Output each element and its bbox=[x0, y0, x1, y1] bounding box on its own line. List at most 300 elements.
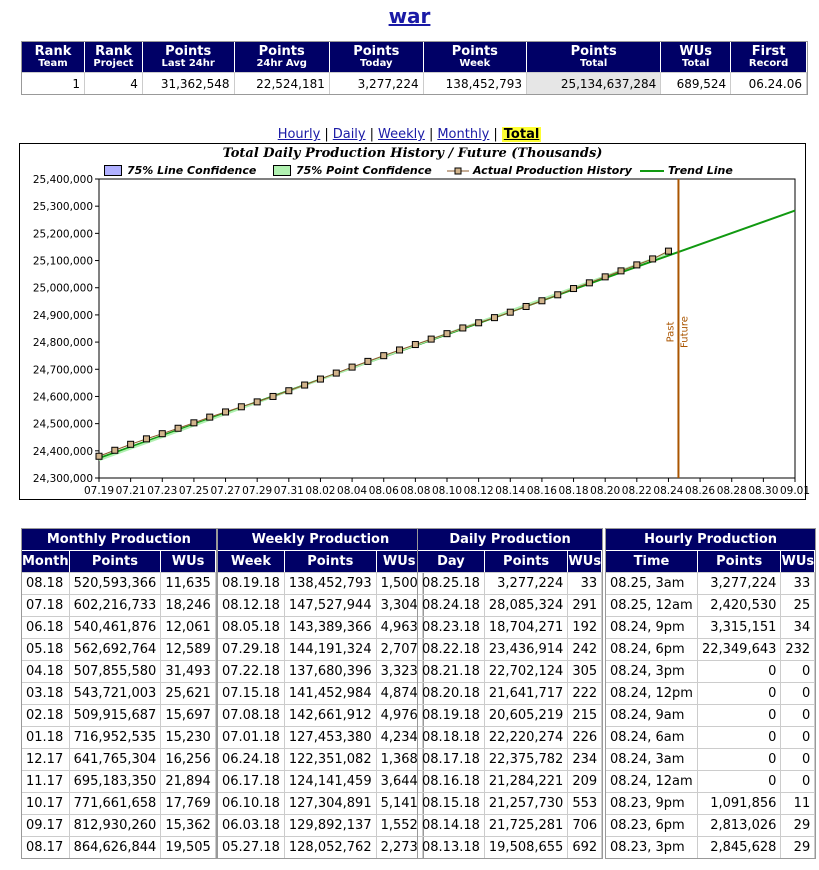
hourly-cell-points: 0 bbox=[698, 770, 781, 792]
hourly-cell-wus: 0 bbox=[781, 704, 815, 726]
stats-header-rank-project bbox=[85, 42, 143, 72]
table-row bbox=[218, 572, 423, 594]
monthly-cell-month: 09.17 bbox=[22, 814, 70, 836]
daily-cell-points: 21,257,730 bbox=[485, 792, 568, 814]
daily-cell-wus: 226 bbox=[568, 726, 602, 748]
stats-header-points-today bbox=[330, 42, 424, 72]
daily-cell-day: 08.15.18 bbox=[418, 792, 485, 814]
hourly-col-time: Time bbox=[606, 550, 698, 572]
hourly-cell-points: 0 bbox=[698, 660, 781, 682]
stats-header-sub: Last 24hr bbox=[161, 58, 215, 69]
daily-col-day: Day bbox=[418, 550, 485, 572]
history-point bbox=[618, 268, 624, 274]
stats-value-3: 22,524,181 bbox=[235, 72, 330, 94]
hourly-cell-time: 08.25, 3am bbox=[606, 572, 698, 594]
table-row bbox=[606, 704, 815, 726]
weekly-cell-week: 06.03.18 bbox=[218, 814, 285, 836]
monthly-cell-month: 08.17 bbox=[22, 836, 70, 858]
x-tick-label: 08.08 bbox=[400, 485, 431, 497]
monthly-col-points: Points bbox=[70, 550, 162, 572]
daily-production-title: Daily Production bbox=[418, 529, 602, 550]
history-point bbox=[159, 431, 165, 437]
table-row bbox=[418, 814, 602, 836]
history-point bbox=[175, 425, 181, 431]
daily-cell-points: 22,702,124 bbox=[485, 660, 568, 682]
y-tick-label: 24,500,000 bbox=[32, 418, 93, 431]
daily-production-block bbox=[417, 528, 603, 859]
weekly-cell-wus: 4,963 bbox=[377, 616, 423, 638]
history-point bbox=[286, 388, 292, 394]
table-row bbox=[606, 616, 815, 638]
history-point bbox=[476, 320, 482, 326]
daily-cell-day: 08.21.18 bbox=[418, 660, 485, 682]
weekly-cell-week: 07.08.18 bbox=[218, 704, 285, 726]
daily-cell-wus: 692 bbox=[568, 836, 602, 858]
weekly-cell-points: 127,453,380 bbox=[285, 726, 377, 748]
stats-header-main: Points bbox=[451, 44, 498, 59]
weekly-cell-week: 06.10.18 bbox=[218, 792, 285, 814]
nav-daily-link[interactable]: Daily bbox=[332, 127, 366, 142]
hourly-cell-time: 08.24, 12am bbox=[606, 770, 698, 792]
hourly-cell-wus: 29 bbox=[781, 836, 815, 858]
y-tick-label: 24,800,000 bbox=[32, 337, 93, 350]
table-row bbox=[606, 836, 815, 858]
monthly-cell-month: 08.18 bbox=[22, 572, 70, 594]
nav-monthly-link[interactable]: Monthly bbox=[437, 127, 490, 142]
weekly-cell-week: 07.01.18 bbox=[218, 726, 285, 748]
stats-value-4: 3,277,224 bbox=[330, 72, 424, 94]
monthly-header-row bbox=[22, 550, 216, 572]
daily-cell-wus: 215 bbox=[568, 704, 602, 726]
stats-header-main: Points bbox=[258, 44, 305, 59]
table-row bbox=[418, 792, 602, 814]
weekly-cell-wus: 2,273 bbox=[377, 836, 423, 858]
hourly-cell-wus: 33 bbox=[781, 572, 815, 594]
history-point bbox=[365, 358, 371, 364]
history-point bbox=[586, 280, 592, 286]
monthly-production-table bbox=[21, 528, 217, 859]
x-tick-label: 08.12 bbox=[463, 485, 494, 497]
stats-value-0: 1 bbox=[22, 72, 85, 94]
nav-separator: | bbox=[428, 127, 434, 142]
y-tick-label: 25,300,000 bbox=[32, 201, 93, 214]
hourly-title-row bbox=[606, 529, 815, 550]
x-tick-label: 07.25 bbox=[178, 485, 209, 497]
table-row bbox=[418, 836, 602, 858]
table-row bbox=[22, 616, 216, 638]
weekly-col-week: Week bbox=[218, 550, 285, 572]
daily-cell-day: 08.25.18 bbox=[418, 572, 485, 594]
history-point bbox=[397, 347, 403, 353]
history-point bbox=[507, 309, 513, 315]
daily-cell-day: 08.19.18 bbox=[418, 704, 485, 726]
weekly-cell-wus: 4,874 bbox=[377, 682, 423, 704]
table-row bbox=[418, 594, 602, 616]
nav-hourly-link[interactable]: Hourly bbox=[277, 127, 321, 142]
daily-cell-wus: 192 bbox=[568, 616, 602, 638]
table-row bbox=[606, 594, 815, 616]
stats-header-main: Rank bbox=[95, 44, 132, 59]
daily-cell-points: 22,220,274 bbox=[485, 726, 568, 748]
stats-header-first-record bbox=[731, 42, 807, 72]
history-point bbox=[191, 420, 197, 426]
table-row bbox=[22, 572, 216, 594]
daily-cell-points: 28,085,324 bbox=[485, 594, 568, 616]
monthly-cell-month: 04.18 bbox=[22, 660, 70, 682]
history-point bbox=[270, 393, 276, 399]
table-row bbox=[606, 638, 815, 660]
daily-cell-points: 22,375,782 bbox=[485, 748, 568, 770]
monthly-cell-wus: 18,246 bbox=[161, 594, 216, 616]
history-point bbox=[602, 274, 608, 280]
daily-cell-day: 08.17.18 bbox=[418, 748, 485, 770]
stats-header-points-total bbox=[527, 42, 661, 72]
table-row bbox=[606, 770, 815, 792]
table-row bbox=[22, 770, 216, 792]
stats-value-7: 689,524 bbox=[661, 72, 731, 94]
weekly-cell-wus: 4,234 bbox=[377, 726, 423, 748]
weekly-cell-week: 07.22.18 bbox=[218, 660, 285, 682]
table-row bbox=[22, 814, 216, 836]
weekly-cell-wus: 3,323 bbox=[377, 660, 423, 682]
y-tick-label: 25,200,000 bbox=[32, 228, 93, 241]
hourly-cell-points: 0 bbox=[698, 748, 781, 770]
table-row bbox=[218, 770, 423, 792]
weekly-cell-wus: 3,644 bbox=[377, 770, 423, 792]
history-point bbox=[444, 331, 450, 337]
hourly-col-points: Points bbox=[698, 550, 781, 572]
monthly-cell-month: 03.18 bbox=[22, 682, 70, 704]
history-point bbox=[381, 353, 387, 359]
daily-cell-wus: 305 bbox=[568, 660, 602, 682]
history-point bbox=[650, 256, 656, 262]
hourly-cell-time: 08.24, 6pm bbox=[606, 638, 698, 660]
daily-cell-day: 08.20.18 bbox=[418, 682, 485, 704]
table-row bbox=[22, 682, 216, 704]
history-point bbox=[412, 342, 418, 348]
hourly-cell-time: 08.24, 3am bbox=[606, 748, 698, 770]
monthly-col-wus: WUs bbox=[161, 550, 216, 572]
stats-header-points-last-24hr bbox=[143, 42, 235, 72]
weekly-cell-points: 129,892,137 bbox=[285, 814, 377, 836]
table-row bbox=[606, 682, 815, 704]
monthly-cell-points: 540,461,876 bbox=[70, 616, 162, 638]
x-tick-label: 07.31 bbox=[273, 485, 304, 497]
hourly-cell-points: 3,315,151 bbox=[698, 616, 781, 638]
monthly-cell-points: 602,216,733 bbox=[70, 594, 162, 616]
weekly-cell-wus: 2,707 bbox=[377, 638, 423, 660]
monthly-cell-month: 11.17 bbox=[22, 770, 70, 792]
x-tick-label: 08.02 bbox=[305, 485, 336, 497]
monthly-cell-month: 07.18 bbox=[22, 594, 70, 616]
hourly-cell-time: 08.24, 12pm bbox=[606, 682, 698, 704]
stats-header-sub: Total bbox=[682, 58, 710, 69]
plot-area bbox=[99, 179, 795, 478]
weekly-cell-wus: 3,304 bbox=[377, 594, 423, 616]
history-point bbox=[143, 436, 149, 442]
daily-cell-day: 08.18.18 bbox=[418, 726, 485, 748]
monthly-cell-wus: 12,589 bbox=[161, 638, 216, 660]
weekly-production-block bbox=[217, 528, 424, 859]
weekly-cell-points: 137,680,396 bbox=[285, 660, 377, 682]
stats-header-sub: 24hr Avg bbox=[256, 58, 307, 69]
daily-cell-wus: 234 bbox=[568, 748, 602, 770]
monthly-col-month: Month bbox=[22, 550, 70, 572]
daily-cell-points: 23,436,914 bbox=[485, 638, 568, 660]
daily-col-wus: WUs bbox=[568, 550, 602, 572]
hourly-col-wus: WUs bbox=[781, 550, 815, 572]
monthly-cell-month: 05.18 bbox=[22, 638, 70, 660]
daily-cell-wus: 242 bbox=[568, 638, 602, 660]
history-point bbox=[571, 286, 577, 292]
weekly-cell-week: 08.12.18 bbox=[218, 594, 285, 616]
monthly-cell-points: 543,721,003 bbox=[70, 682, 162, 704]
table-row bbox=[606, 660, 815, 682]
monthly-cell-wus: 17,769 bbox=[161, 792, 216, 814]
monthly-cell-points: 509,915,687 bbox=[70, 704, 162, 726]
history-point bbox=[523, 303, 529, 309]
table-row bbox=[218, 748, 423, 770]
x-tick-label: 08.22 bbox=[621, 485, 652, 497]
daily-cell-wus: 706 bbox=[568, 814, 602, 836]
weekly-cell-week: 05.27.18 bbox=[218, 836, 285, 858]
stats-header-main: First bbox=[751, 44, 786, 59]
y-tick-label: 24,900,000 bbox=[32, 309, 93, 322]
monthly-cell-wus: 12,061 bbox=[161, 616, 216, 638]
monthly-production-block bbox=[21, 528, 217, 859]
stats-header-sub: Total bbox=[579, 58, 608, 69]
stats-value-8: 06.24.06 bbox=[731, 72, 807, 94]
stats-header-rank-team bbox=[22, 42, 85, 72]
monthly-cell-wus: 16,256 bbox=[161, 748, 216, 770]
x-tick-label: 08.18 bbox=[558, 485, 589, 497]
history-point bbox=[254, 399, 260, 405]
table-row bbox=[418, 660, 602, 682]
legend-trend-label: Trend Line bbox=[668, 164, 733, 177]
table-row bbox=[606, 726, 815, 748]
x-tick-label: 08.16 bbox=[526, 485, 557, 497]
weekly-cell-wus: 1,500 bbox=[377, 572, 423, 594]
y-tick-label: 25,000,000 bbox=[32, 282, 93, 295]
daily-cell-wus: 222 bbox=[568, 682, 602, 704]
monthly-cell-points: 507,855,580 bbox=[70, 660, 162, 682]
daily-cell-points: 18,704,271 bbox=[485, 616, 568, 638]
stats-value-5: 138,452,793 bbox=[424, 72, 527, 94]
table-row bbox=[606, 792, 815, 814]
hourly-cell-time: 08.24, 6am bbox=[606, 726, 698, 748]
daily-production-table bbox=[417, 528, 603, 859]
daily-title-row bbox=[418, 529, 602, 550]
table-row bbox=[22, 638, 216, 660]
stats-value-2: 31,362,548 bbox=[143, 72, 235, 94]
x-tick-label: 08.26 bbox=[685, 485, 716, 497]
past-label: Past bbox=[665, 321, 677, 343]
weekly-cell-wus: 4,976 bbox=[377, 704, 423, 726]
monthly-cell-points: 562,692,764 bbox=[70, 638, 162, 660]
hourly-cell-wus: 0 bbox=[781, 748, 815, 770]
stats-header-row bbox=[22, 42, 807, 72]
weekly-cell-week: 06.17.18 bbox=[218, 770, 285, 792]
table-row bbox=[218, 682, 423, 704]
table-row bbox=[22, 660, 216, 682]
monthly-cell-wus: 15,697 bbox=[161, 704, 216, 726]
hourly-cell-points: 22,349,643 bbox=[698, 638, 781, 660]
table-row bbox=[606, 748, 815, 770]
daily-cell-points: 21,284,221 bbox=[485, 770, 568, 792]
monthly-cell-points: 641,765,304 bbox=[70, 748, 162, 770]
hourly-production-title: Hourly Production bbox=[606, 529, 815, 550]
history-point bbox=[333, 370, 339, 376]
stats-header-main: Rank bbox=[34, 44, 72, 59]
hourly-cell-points: 0 bbox=[698, 682, 781, 704]
daily-cell-day: 08.14.18 bbox=[418, 814, 485, 836]
table-row bbox=[418, 616, 602, 638]
history-point bbox=[207, 414, 213, 420]
history-point bbox=[491, 315, 497, 321]
stats-header-main: WUs bbox=[679, 44, 713, 59]
monthly-cell-month: 01.18 bbox=[22, 726, 70, 748]
monthly-cell-points: 864,626,844 bbox=[70, 836, 162, 858]
legend-history-label: Actual Production History bbox=[473, 164, 632, 177]
legend-point-confidence-label: 75% Point Confidence bbox=[296, 164, 432, 177]
hourly-cell-points: 2,420,530 bbox=[698, 594, 781, 616]
monthly-cell-points: 695,183,350 bbox=[70, 770, 162, 792]
table-row bbox=[218, 792, 423, 814]
y-tick-label: 24,700,000 bbox=[32, 364, 93, 377]
monthly-cell-month: 12.17 bbox=[22, 748, 70, 770]
weekly-cell-week: 07.29.18 bbox=[218, 638, 285, 660]
weekly-cell-points: 122,351,082 bbox=[285, 748, 377, 770]
weekly-cell-points: 127,304,891 bbox=[285, 792, 377, 814]
weekly-col-wus: WUs bbox=[377, 550, 423, 572]
hourly-cell-time: 08.24, 9am bbox=[606, 704, 698, 726]
monthly-title-row bbox=[22, 529, 216, 550]
x-tick-label: 07.23 bbox=[147, 485, 178, 497]
table-row bbox=[418, 726, 602, 748]
monthly-cell-wus: 15,230 bbox=[161, 726, 216, 748]
production-chart bbox=[19, 143, 811, 500]
legend-line-confidence-label: 75% Line Confidence bbox=[127, 164, 257, 177]
x-tick-label: 08.24 bbox=[653, 485, 684, 497]
table-row bbox=[418, 572, 602, 594]
hourly-cell-wus: 11 bbox=[781, 792, 815, 814]
x-tick-label: 07.19 bbox=[83, 485, 115, 497]
monthly-cell-points: 771,661,658 bbox=[70, 792, 162, 814]
daily-cell-day: 08.24.18 bbox=[418, 594, 485, 616]
x-tick-label: 08.04 bbox=[337, 485, 368, 497]
history-point bbox=[223, 409, 229, 415]
stats-values-row bbox=[22, 72, 807, 94]
nav-separator: | bbox=[493, 127, 498, 142]
nav-total-active[interactable]: Total bbox=[503, 127, 540, 142]
chart-title: Total Daily Production History / Future (Thousands) bbox=[222, 146, 603, 161]
monthly-cell-wus: 25,621 bbox=[161, 682, 216, 704]
hourly-cell-points: 2,845,628 bbox=[698, 836, 781, 858]
chart-plot-svg bbox=[20, 144, 811, 499]
future-label: Future bbox=[679, 316, 691, 348]
daily-cell-points: 19,508,655 bbox=[485, 836, 568, 858]
history-point bbox=[128, 441, 134, 447]
weekly-cell-points: 144,191,324 bbox=[285, 638, 377, 660]
nav-weekly-link[interactable]: Weekly bbox=[378, 127, 425, 142]
y-tick-label: 24,300,000 bbox=[32, 473, 93, 485]
stats-header-sub: Record bbox=[748, 58, 789, 69]
weekly-production-title: Weekly Production bbox=[218, 529, 423, 550]
monthly-cell-wus: 21,894 bbox=[161, 770, 216, 792]
hourly-cell-points: 0 bbox=[698, 726, 781, 748]
hourly-cell-wus: 25 bbox=[781, 594, 815, 616]
history-point bbox=[555, 292, 561, 298]
table-row bbox=[418, 682, 602, 704]
x-tick-label: 07.27 bbox=[210, 485, 241, 497]
hourly-cell-wus: 29 bbox=[781, 814, 815, 836]
hourly-cell-wus: 0 bbox=[781, 660, 815, 682]
chart-period-nav bbox=[0, 127, 819, 142]
stats-header-main: Points bbox=[353, 44, 400, 59]
history-point bbox=[460, 325, 466, 331]
monthly-cell-points: 716,952,535 bbox=[70, 726, 162, 748]
stats-header-points-24hr-avg bbox=[235, 42, 330, 72]
monthly-cell-month: 10.17 bbox=[22, 792, 70, 814]
x-tick-label: 07.21 bbox=[115, 485, 146, 497]
hourly-production-table bbox=[605, 528, 816, 859]
table-row bbox=[22, 792, 216, 814]
x-tick-label: 08.14 bbox=[495, 485, 526, 497]
weekly-cell-week: 07.15.18 bbox=[218, 682, 285, 704]
y-tick-label: 25,400,000 bbox=[32, 174, 93, 186]
daily-cell-points: 3,277,224 bbox=[485, 572, 568, 594]
weekly-production-table bbox=[217, 528, 424, 859]
table-row bbox=[218, 814, 423, 836]
daily-cell-day: 08.16.18 bbox=[418, 770, 485, 792]
table-row bbox=[418, 748, 602, 770]
daily-cell-wus: 209 bbox=[568, 770, 602, 792]
daily-cell-wus: 553 bbox=[568, 792, 602, 814]
x-tick-label: 08.28 bbox=[716, 485, 747, 497]
stats-header-sub: Today bbox=[360, 58, 393, 69]
weekly-cell-points: 128,052,762 bbox=[285, 836, 377, 858]
hourly-cell-wus: 0 bbox=[781, 682, 815, 704]
hourly-cell-time: 08.23, 3pm bbox=[606, 836, 698, 858]
table-row bbox=[22, 726, 216, 748]
table-row bbox=[418, 770, 602, 792]
history-point bbox=[317, 376, 323, 382]
hourly-cell-time: 08.23, 9pm bbox=[606, 792, 698, 814]
stats-value-1: 4 bbox=[85, 72, 143, 94]
weekly-cell-points: 141,452,984 bbox=[285, 682, 377, 704]
stats-header-wus-total bbox=[661, 42, 731, 72]
weekly-cell-points: 143,389,366 bbox=[285, 616, 377, 638]
history-point bbox=[428, 336, 434, 342]
history-point bbox=[302, 382, 308, 388]
stats-header-sub: Project bbox=[93, 58, 134, 69]
weekly-col-points: Points bbox=[285, 550, 377, 572]
monthly-cell-wus: 15,362 bbox=[161, 814, 216, 836]
team-title-link[interactable]: war bbox=[388, 4, 431, 28]
weekly-cell-week: 08.19.18 bbox=[218, 572, 285, 594]
hourly-cell-wus: 0 bbox=[781, 726, 815, 748]
hourly-cell-wus: 232 bbox=[781, 638, 815, 660]
table-row bbox=[418, 638, 602, 660]
stats-header-main: Points bbox=[165, 44, 212, 59]
weekly-cell-points: 124,141,459 bbox=[285, 770, 377, 792]
table-row bbox=[218, 616, 423, 638]
stats-value-6: 25,134,637,284 bbox=[527, 72, 661, 94]
hourly-cell-time: 08.24, 9pm bbox=[606, 616, 698, 638]
monthly-cell-wus: 19,505 bbox=[161, 836, 216, 858]
monthly-cell-points: 812,930,260 bbox=[70, 814, 162, 836]
team-stats-table bbox=[21, 41, 808, 95]
